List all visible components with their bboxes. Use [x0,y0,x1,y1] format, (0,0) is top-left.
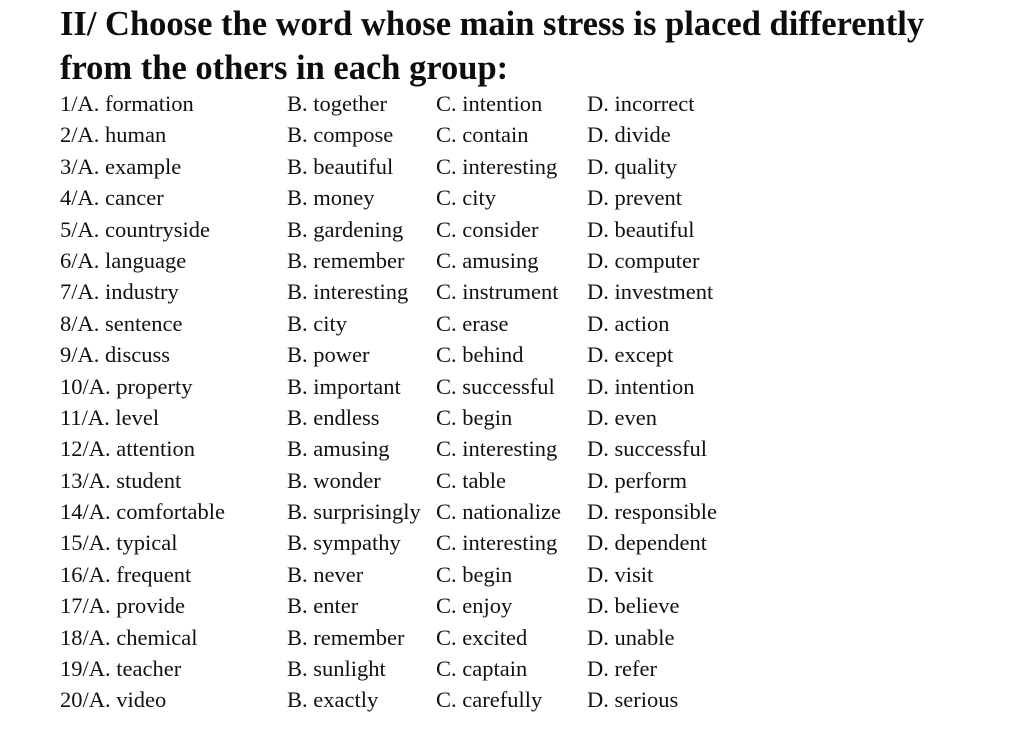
question-row-15 [60,527,1010,558]
option-b: B. gardening [287,216,404,242]
option-a: 15/A. typical [60,530,178,556]
option-b: B. interesting [287,279,409,305]
question-row-5 [60,214,1010,245]
option-c: C. enjoy [436,593,513,619]
option-c: C. behind [436,342,524,368]
option-a: 18/A. chemical [60,624,198,650]
question-row-9 [60,339,1010,370]
option-d: D. action [587,310,670,336]
option-b: B. endless [287,404,380,430]
exercise-title-line-2: from the others in each group: [60,49,509,87]
option-a: 6/A. language [60,247,187,273]
option-d: D. prevent [587,185,682,211]
option-d: D. visit [587,561,654,587]
question-row-12 [60,433,1010,464]
option-b: B. sympathy [287,530,401,556]
option-a: 13/A. student [60,467,182,493]
option-c: C. interesting [436,530,558,556]
question-row-1 [60,88,1010,119]
option-d: D. intention [587,373,695,399]
option-b: B. remember [287,247,405,273]
option-c: C. successful [436,373,555,399]
option-d: D. unable [587,624,675,650]
option-a: 17/A. provide [60,593,185,619]
option-c: C. begin [436,404,513,430]
exercise-title [60,2,1010,90]
exercise-title-line-1: II/ Choose the word whose main stress is placed differently [60,5,925,43]
option-a: 1/A. formation [60,91,194,116]
question-row-19 [60,653,1010,684]
question-list [60,88,1010,716]
option-d: D. quality [587,153,677,179]
question-row-17 [60,590,1010,621]
question-row-16 [60,559,1010,590]
option-b: B. together [287,91,387,116]
option-a: 12/A. attention [60,436,195,462]
option-b: B. money [287,185,375,211]
option-c: C. amusing [436,247,539,273]
option-d: D. except [587,342,674,368]
option-c: C. captain [436,656,528,682]
option-c: C. erase [436,310,509,336]
question-row-8 [60,308,1010,339]
option-a: 3/A. example [60,153,182,179]
option-b: B. amusing [287,436,390,462]
question-row-10 [60,371,1010,402]
option-c: C. intention [436,91,543,116]
option-c: C. interesting [436,153,558,179]
option-b: B. never [287,561,364,587]
option-d: D. responsible [587,499,717,525]
option-d: D. beautiful [587,216,695,242]
option-c: C. table [436,467,506,493]
option-c: C. begin [436,561,513,587]
option-a: 11/A. level [60,404,160,430]
option-b: B. compose [287,122,394,148]
option-a: 2/A. human [60,122,167,148]
option-d: D. investment [587,279,714,305]
question-row-20 [60,684,1010,715]
question-row-4 [60,182,1010,213]
question-row-18 [60,622,1010,653]
option-d: D. refer [587,656,657,682]
option-d: D. divide [587,122,671,148]
question-row-6 [60,245,1010,276]
option-c: C. nationalize [436,499,561,525]
option-b: B. sunlight [287,656,386,682]
option-b: B. surprisingly [287,499,421,525]
question-row-7 [60,276,1010,307]
option-a: 10/A. property [60,373,193,399]
question-row-13 [60,465,1010,496]
option-d: D. successful [587,436,707,462]
question-row-11 [60,402,1010,433]
option-a: 7/A. industry [60,279,179,305]
option-b: B. city [287,310,347,336]
option-b: B. remember [287,624,405,650]
option-a: 5/A. countryside [60,216,210,242]
option-c: C. instrument [436,279,559,305]
option-a: 4/A. cancer [60,185,164,211]
option-a: 9/A. discuss [60,342,171,368]
option-b: B. important [287,373,401,399]
option-d: D. incorrect [587,91,695,116]
option-d: D. computer [587,247,700,273]
option-a: 14/A. comfortable [60,499,225,525]
question-row-3 [60,151,1010,182]
option-d: D. perform [587,467,687,493]
option-c: C. carefully [436,687,543,713]
option-a: 20/A. video [60,687,167,713]
option-c: C. consider [436,216,539,242]
option-d: D. serious [587,687,679,713]
option-b: B. power [287,342,370,368]
option-c: C. excited [436,624,528,650]
option-d: D. even [587,404,657,430]
question-row-14 [60,496,1010,527]
option-d: D. believe [587,593,680,619]
option-c: C. city [436,185,496,211]
option-a: 8/A. sentence [60,310,183,336]
option-a: 19/A. teacher [60,656,182,682]
option-b: B. exactly [287,687,379,713]
option-b: B. enter [287,593,359,619]
option-b: B. wonder [287,467,381,493]
option-b: B. beautiful [287,153,394,179]
option-d: D. dependent [587,530,707,556]
option-c: C. contain [436,122,529,148]
option-a: 16/A. frequent [60,561,192,587]
option-c: C. interesting [436,436,558,462]
question-row-2 [60,119,1010,150]
